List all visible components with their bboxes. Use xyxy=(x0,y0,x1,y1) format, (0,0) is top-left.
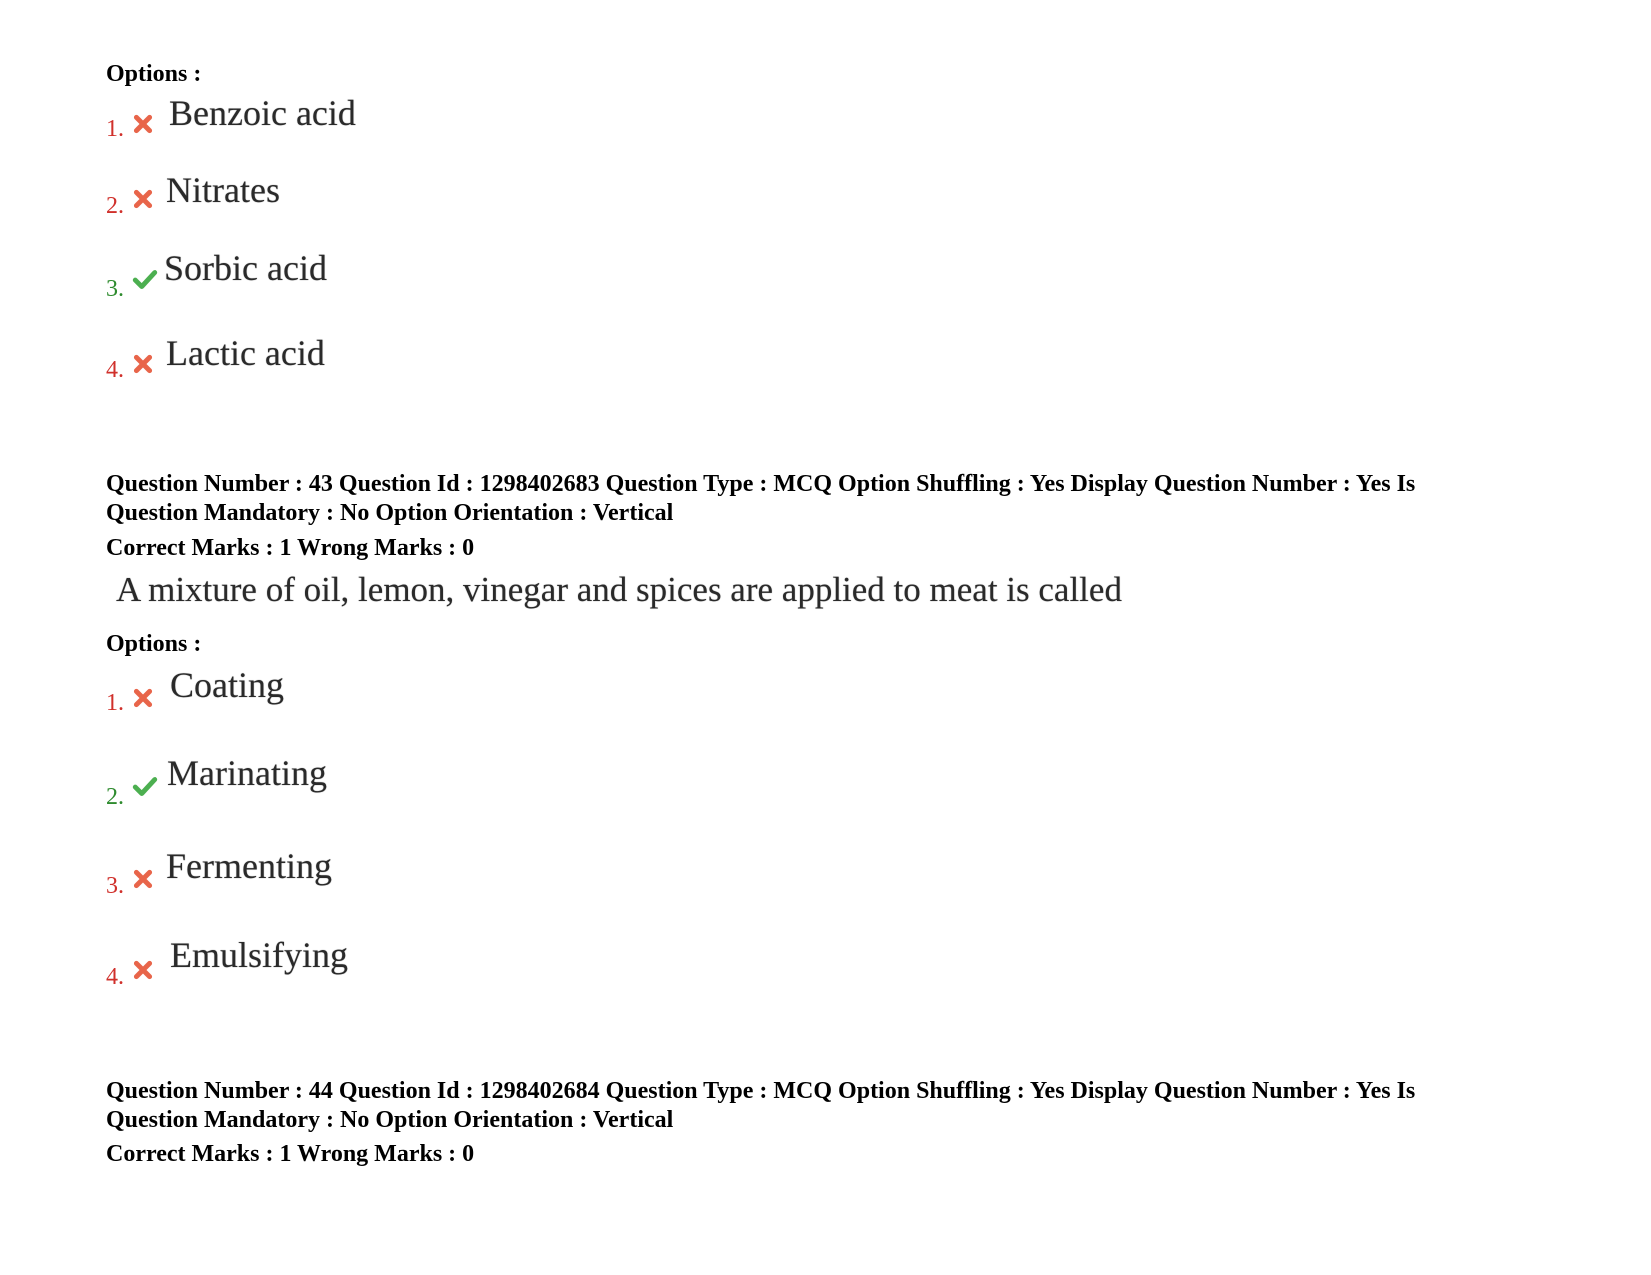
question-meta xyxy=(106,1077,1546,1135)
option-number: 2. xyxy=(106,784,124,810)
cross-icon xyxy=(132,687,154,709)
question-meta-line1: Question Number : 44 Question Id : 1298402684 Question Type : MCQ Option Shuffling : Yes Display Question Number : Yes Is xyxy=(106,1078,1416,1104)
option-text: Benzoic acid xyxy=(169,93,356,133)
option-text: Nitrates xyxy=(166,170,280,210)
cross-icon xyxy=(132,959,154,981)
option-text: Lactic acid xyxy=(166,333,325,373)
question-text: A mixture of oil, lemon, vinegar and spices are applied to meat is called xyxy=(116,570,1122,609)
cross-icon xyxy=(132,113,154,135)
option-number: 2. xyxy=(106,193,124,219)
question-meta-line1: Question Number : 43 Question Id : 1298402683 Question Type : MCQ Option Shuffling : Yes Display Question Number : Yes Is xyxy=(106,471,1416,497)
option-number: 1. xyxy=(106,690,124,716)
cross-icon xyxy=(132,353,154,375)
cross-icon xyxy=(132,188,154,210)
option-text: Marinating xyxy=(167,753,327,793)
option-number: 3. xyxy=(106,873,124,899)
question-marks: Correct Marks : 1 Wrong Marks : 0 xyxy=(106,535,475,561)
check-icon xyxy=(132,268,158,290)
options-label: Options : xyxy=(106,61,202,87)
option-text: Coating xyxy=(170,665,284,705)
option-number: 4. xyxy=(106,357,124,383)
options-label: Options : xyxy=(106,631,202,657)
cross-icon xyxy=(132,868,154,890)
option-number: 4. xyxy=(106,964,124,990)
option-number: 3. xyxy=(106,276,124,302)
option-text: Emulsifying xyxy=(170,935,348,975)
question-meta xyxy=(106,470,1546,528)
question-meta-line2: Question Mandatory : No Option Orientation : Vertical xyxy=(106,500,674,526)
option-text: Fermenting xyxy=(166,846,332,886)
check-icon xyxy=(132,775,158,797)
question-marks: Correct Marks : 1 Wrong Marks : 0 xyxy=(106,1141,475,1167)
option-number: 1. xyxy=(106,116,124,142)
question-meta-line2: Question Mandatory : No Option Orientation : Vertical xyxy=(106,1107,674,1133)
option-text: Sorbic acid xyxy=(164,248,327,288)
